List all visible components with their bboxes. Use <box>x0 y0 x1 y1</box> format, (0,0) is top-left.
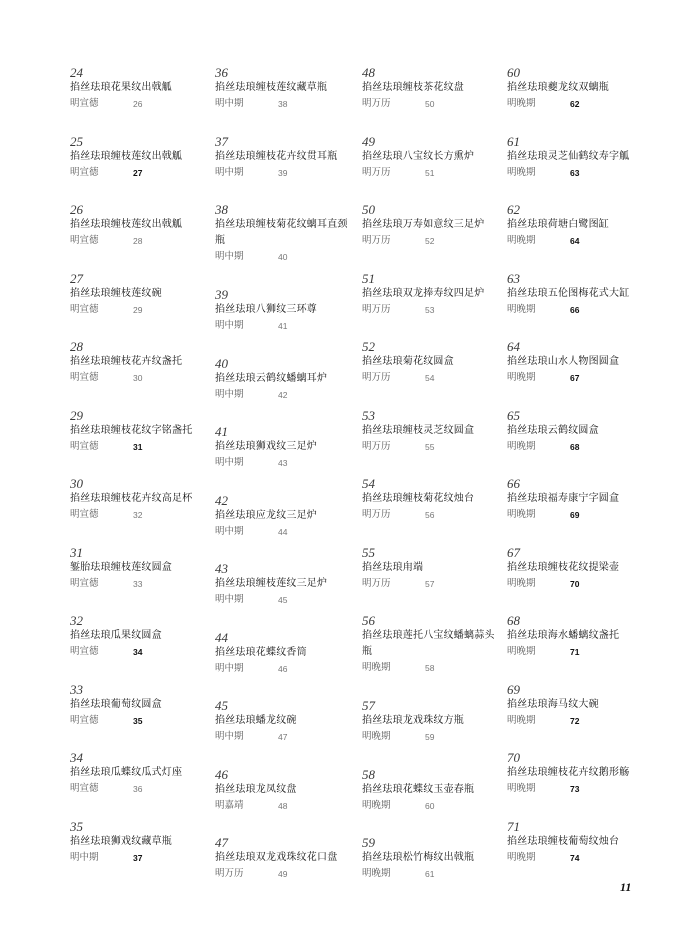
entry-period: 明晚期 <box>507 577 536 589</box>
catalog-entry <box>362 272 502 341</box>
entry-meta <box>70 507 210 523</box>
entry-title: 掐丝珐琅缠枝菊花纹螭耳直颈瓶 <box>215 219 348 246</box>
catalog-entry <box>70 614 210 683</box>
entry-number: 35 <box>70 818 83 834</box>
entry-title: 掐丝珐琅云鹤纹圆盒 <box>507 424 599 436</box>
entry-page-number: 27 <box>133 167 143 178</box>
catalog-entry <box>215 288 355 357</box>
entry-title: 掐丝珐琅应龙纹三足炉 <box>215 509 317 521</box>
entry-period: 明中期 <box>215 731 244 742</box>
entry-number: 62 <box>507 202 520 217</box>
entry-title: 掐丝珐琅缠枝花卉纹贯耳瓶 <box>215 150 338 162</box>
entry-period: 明晚期 <box>507 646 536 657</box>
entry-period: 明万历 <box>362 166 391 178</box>
catalog-entry <box>362 836 502 905</box>
entry-number: 51 <box>362 270 375 286</box>
entry-meta <box>215 387 355 403</box>
entry-number: 66 <box>507 476 520 491</box>
catalog-entry <box>70 340 210 409</box>
entry-number: 67 <box>507 544 520 560</box>
entry-meta <box>215 165 355 181</box>
catalog-entry <box>70 203 210 272</box>
entry-number: 57 <box>362 698 375 713</box>
entry-meta <box>362 798 502 814</box>
entry-meta <box>507 302 647 318</box>
entry-meta <box>507 850 647 866</box>
entry-period: 明中期 <box>215 662 244 674</box>
entry-meta <box>507 439 647 455</box>
entry-number: 47 <box>215 835 228 850</box>
entry-meta <box>507 781 647 797</box>
entry-period: 明万历 <box>362 577 391 589</box>
catalog-entry <box>215 699 355 768</box>
entry-title: 掐丝珐琅八狮纹三环尊 <box>215 304 317 315</box>
entry-title: 掐丝珐琅莲托八宝纹蟠螭蒜头瓶 <box>362 630 495 657</box>
entry-period: 明晚期 <box>507 166 536 178</box>
catalog-entry <box>215 494 355 563</box>
catalog-entry <box>507 409 647 478</box>
entry-number: 55 <box>362 544 375 560</box>
entry-page-number: 74 <box>570 852 580 863</box>
entry-number: 34 <box>70 750 83 765</box>
entry-meta <box>70 850 210 866</box>
entry-number: 37 <box>215 133 228 149</box>
entry-title: 掐丝珐琅五伦图梅花式大缸 <box>507 287 630 299</box>
entry-title: 掐丝珐琅葡萄纹圆盒 <box>70 698 162 710</box>
entry-period: 明晚期 <box>507 98 536 109</box>
entry-title: 掐丝珐琅福寿康宁字圆盒 <box>507 493 620 504</box>
entry-period: 明中期 <box>215 320 244 331</box>
catalog-entry <box>70 272 210 341</box>
entry-title: 錾胎珐琅缠枝莲纹圆盒 <box>70 561 172 573</box>
entry-number: 28 <box>70 339 83 354</box>
entry-period: 明中期 <box>215 98 244 109</box>
entry-meta <box>362 302 502 318</box>
entry-page-number: 53 <box>425 304 435 315</box>
entry-meta <box>362 165 502 181</box>
entry-title: 掐丝珐琅狮戏纹三足炉 <box>215 441 317 452</box>
entry-meta <box>362 576 502 592</box>
entry-title: 掐丝珐琅缠枝茶花纹盘 <box>362 82 464 93</box>
entry-period: 明万历 <box>362 303 391 315</box>
entry-title: 掐丝珐琅缠枝莲纹藏草瓶 <box>215 82 328 93</box>
catalog-entry <box>507 683 647 752</box>
entry-title: 掐丝珐琅龙戏珠纹方瓶 <box>362 715 464 726</box>
catalog-entry <box>362 135 502 204</box>
entry-meta <box>507 644 647 660</box>
entry-page-number: 49 <box>278 869 288 879</box>
entry-meta <box>70 302 210 318</box>
entry-period: 明晚期 <box>362 731 391 742</box>
entry-period: 明晚期 <box>362 799 391 811</box>
entry-page-number: 51 <box>425 167 435 178</box>
entry-page-number: 48 <box>278 800 288 811</box>
entry-meta <box>362 660 502 676</box>
entry-period: 明晚期 <box>507 783 536 794</box>
entry-number: 29 <box>70 407 83 423</box>
entry-meta <box>507 233 647 249</box>
entry-period: 明中期 <box>215 388 244 400</box>
entry-page-number: 59 <box>425 732 435 742</box>
entry-page-number: 50 <box>425 99 435 109</box>
entry-number: 26 <box>70 202 83 217</box>
entry-page-number: 41 <box>278 321 288 331</box>
entry-period: 明晚期 <box>507 714 536 726</box>
entry-title: 掐丝珐琅花蝶纹玉壶春瓶 <box>362 783 475 795</box>
catalog-entry <box>507 614 647 683</box>
entry-page-number: 34 <box>133 647 143 657</box>
entry-meta <box>215 661 355 677</box>
entry-meta <box>362 370 502 386</box>
entry-page-number: 37 <box>133 852 143 863</box>
entry-period: 明中期 <box>215 594 244 605</box>
entry-meta <box>362 233 502 249</box>
entry-page-number: 61 <box>425 869 435 879</box>
entry-page-number: 31 <box>133 441 143 452</box>
entry-period: 明晚期 <box>362 662 391 673</box>
catalog-entry <box>70 751 210 820</box>
entry-meta <box>70 96 210 112</box>
entry-meta <box>70 713 210 729</box>
entry-page-number: 71 <box>570 647 580 657</box>
catalog-entry <box>215 562 355 631</box>
entry-number: 49 <box>362 133 375 149</box>
entry-number: 41 <box>215 424 228 439</box>
catalog-entry <box>507 203 647 272</box>
entry-page-number: 70 <box>570 578 580 589</box>
entry-meta <box>70 781 210 797</box>
entry-page-number: 44 <box>278 526 288 537</box>
entry-title: 掐丝珐琅夔龙纹双螭瓶 <box>507 82 609 93</box>
entry-number: 32 <box>70 613 83 628</box>
entry-number: 52 <box>362 339 375 354</box>
entry-number: 53 <box>362 407 375 423</box>
entry-page-number: 33 <box>133 578 143 589</box>
entry-number: 54 <box>362 476 375 491</box>
catalog-entry <box>362 546 502 615</box>
entry-title: 掐丝珐琅缠枝葡萄纹烛台 <box>507 835 620 847</box>
entry-meta <box>215 798 355 814</box>
entry-number: 71 <box>507 818 520 834</box>
catalog-entry <box>362 66 502 135</box>
entry-title: 掐丝珐琅瓜蝶纹瓜式灯座 <box>70 767 183 778</box>
entry-title: 掐丝珐琅山水人物图圆盒 <box>507 356 620 367</box>
catalog-entry <box>362 477 502 546</box>
entry-meta <box>70 370 210 386</box>
entry-period: 明万历 <box>362 98 391 109</box>
catalog-entry <box>215 135 355 204</box>
entry-page-number: 45 <box>278 595 288 605</box>
entry-number: 40 <box>215 355 228 371</box>
entry-period: 明宣德 <box>70 235 99 246</box>
entry-meta <box>215 524 355 540</box>
catalog-entry <box>215 425 355 494</box>
entry-number: 50 <box>362 202 375 217</box>
entry-title: 掐丝珐琅缠枝莲纹三足炉 <box>215 578 328 589</box>
entry-period: 明晚期 <box>507 303 536 315</box>
entry-page-number: 57 <box>425 578 435 589</box>
entry-title: 掐丝珐琅缠枝莲纹碗 <box>70 287 162 299</box>
entry-period: 明万历 <box>362 440 391 452</box>
catalog-entry <box>507 751 647 820</box>
entry-title: 掐丝珐琅双龙捧寿纹四足炉 <box>362 287 485 299</box>
entry-page-number: 52 <box>425 236 435 246</box>
catalog-entry <box>215 631 355 700</box>
catalog-entry <box>362 203 502 272</box>
entry-period: 明嘉靖 <box>215 799 244 811</box>
entry-meta <box>70 233 210 249</box>
entry-number: 63 <box>507 270 520 286</box>
catalog-entry <box>507 340 647 409</box>
catalog-entry <box>507 272 647 341</box>
entry-meta <box>507 370 647 386</box>
entry-page-number: 69 <box>570 510 580 520</box>
entry-meta <box>362 866 502 882</box>
entry-title: 掐丝珐琅缠枝花卉纹鹅形觞 <box>507 767 630 778</box>
entry-title: 掐丝珐琅双龙戏珠纹花口盘 <box>215 852 338 863</box>
entry-number: 38 <box>215 202 228 217</box>
entry-title: 掐丝珐琅缠枝莲纹出戟觚 <box>70 219 183 230</box>
entry-meta <box>362 507 502 523</box>
entry-number: 48 <box>362 65 375 80</box>
entry-number: 25 <box>70 133 83 149</box>
entry-page-number: 47 <box>278 732 288 742</box>
entry-period: 明宣德 <box>70 714 99 726</box>
entry-title: 掐丝珐琅海水蟠螭纹盏托 <box>507 630 620 641</box>
catalog-entry <box>70 820 210 889</box>
entry-title: 掐丝珐琅缠枝花卉纹高足杯 <box>70 493 193 504</box>
entry-meta <box>215 249 355 265</box>
entry-number: 65 <box>507 407 520 423</box>
entry-page-number: 56 <box>425 510 435 520</box>
entry-meta <box>362 729 502 745</box>
entry-period: 明晚期 <box>507 509 536 520</box>
catalog-entry <box>507 66 647 135</box>
entry-period: 明宣德 <box>70 303 99 315</box>
entry-period: 明晚期 <box>507 235 536 246</box>
entry-meta <box>215 729 355 745</box>
catalog-entry <box>215 768 355 837</box>
entry-title: 掐丝珐琅荷塘白鹭图缸 <box>507 219 609 230</box>
entry-period: 明万历 <box>362 509 391 520</box>
entry-meta <box>215 455 355 471</box>
catalog-entry <box>507 477 647 546</box>
catalog-entry <box>70 135 210 204</box>
entry-number: 36 <box>215 65 228 80</box>
entry-page-number: 35 <box>133 715 143 726</box>
entry-page-number: 62 <box>570 99 580 109</box>
entry-number: 70 <box>507 750 520 765</box>
catalog-entry <box>507 820 647 889</box>
entry-period: 明晚期 <box>507 440 536 452</box>
entry-meta <box>507 713 647 729</box>
entry-period: 明晚期 <box>507 372 536 383</box>
entry-period: 明中期 <box>70 851 99 863</box>
entry-title: 掐丝珐琅花果纹出戟觚 <box>70 82 172 93</box>
entry-page-number: 42 <box>278 389 288 400</box>
entry-page-number: 60 <box>425 800 435 811</box>
entry-period: 明宣德 <box>70 440 99 452</box>
entry-number: 58 <box>362 766 375 782</box>
entry-page-number: 39 <box>278 167 288 178</box>
entry-title: 掐丝珐琅蟠龙纹碗 <box>215 715 297 726</box>
entry-page-number: 38 <box>278 99 288 109</box>
page-number: 11 <box>620 880 632 894</box>
entry-meta <box>215 866 355 882</box>
catalog-entry <box>507 135 647 204</box>
entry-title: 掐丝珐琅甪端 <box>362 561 424 573</box>
catalog-column-3 <box>362 66 502 905</box>
entry-number: 64 <box>507 339 520 354</box>
catalog-entry <box>215 203 355 288</box>
entry-number: 43 <box>215 561 228 576</box>
entry-page-number: 26 <box>133 99 143 109</box>
entry-period: 明宣德 <box>70 372 99 383</box>
entry-title: 掐丝珐琅万寿如意纹三足炉 <box>362 219 485 230</box>
entry-period: 明宣德 <box>70 646 99 657</box>
catalog-entry <box>362 768 502 837</box>
entry-number: 61 <box>507 133 520 149</box>
entry-title: 掐丝珐琅缠枝花纹字铭盏托 <box>70 424 193 436</box>
entry-meta <box>507 507 647 523</box>
entry-meta <box>70 576 210 592</box>
entry-page-number: 30 <box>133 373 143 383</box>
entry-period: 明中期 <box>215 457 244 468</box>
catalog-entry <box>215 836 355 905</box>
entry-title: 掐丝珐琅云鹤纹蟠螭耳炉 <box>215 372 328 384</box>
entry-title: 掐丝珐琅狮戏纹藏草瓶 <box>70 835 172 847</box>
entry-title: 掐丝珐琅灵芝仙鹤纹寿字觚 <box>507 150 630 162</box>
entry-period: 明中期 <box>215 251 244 262</box>
entry-page-number: 28 <box>133 236 143 246</box>
catalog-entry <box>362 340 502 409</box>
entry-page-number: 54 <box>425 373 435 383</box>
entry-title: 掐丝珐琅八宝纹长方熏炉 <box>362 150 475 162</box>
entry-title: 掐丝珐琅龙凤纹盘 <box>215 783 297 795</box>
entry-page-number: 29 <box>133 304 143 315</box>
entry-number: 69 <box>507 681 520 697</box>
entry-meta <box>362 439 502 455</box>
catalog-entry <box>70 66 210 135</box>
catalog-entry <box>362 409 502 478</box>
entry-title: 掐丝珐琅菊花纹圆盒 <box>362 356 454 367</box>
entry-period: 明万历 <box>362 372 391 383</box>
entry-title: 掐丝珐琅海马纹大碗 <box>507 698 599 710</box>
entry-number: 39 <box>215 287 228 302</box>
catalog-entry <box>70 409 210 478</box>
catalog-column-2 <box>215 66 355 905</box>
entry-meta <box>215 318 355 334</box>
catalog-entry <box>70 477 210 546</box>
entry-number: 59 <box>362 835 375 850</box>
entry-period: 明宣德 <box>70 98 99 109</box>
entry-meta <box>215 592 355 608</box>
catalog-entry <box>215 357 355 426</box>
entry-page-number: 32 <box>133 510 143 520</box>
entry-meta <box>70 165 210 181</box>
entry-meta <box>507 576 647 592</box>
entry-page-number: 55 <box>425 441 435 452</box>
entry-page-number: 58 <box>425 663 435 673</box>
entry-page-number: 64 <box>570 236 580 246</box>
entry-number: 42 <box>215 492 228 508</box>
entry-number: 31 <box>70 544 83 560</box>
entry-period: 明中期 <box>215 525 244 537</box>
entry-title: 掐丝珐琅缠枝菊花纹烛台 <box>362 493 475 504</box>
entry-title: 掐丝珐琅花蝶纹香筒 <box>215 646 307 658</box>
catalog-entry <box>362 699 502 768</box>
entry-meta <box>215 96 355 112</box>
entry-number: 56 <box>362 613 375 628</box>
entry-title: 掐丝珐琅缠枝花卉纹盏托 <box>70 356 183 367</box>
entry-number: 27 <box>70 270 83 286</box>
entry-number: 46 <box>215 766 228 782</box>
entry-number: 24 <box>70 65 83 80</box>
entry-title: 掐丝珐琅缠枝灵芝纹圆盒 <box>362 424 475 436</box>
entry-number: 60 <box>507 65 520 80</box>
entry-period: 明宣德 <box>70 509 99 520</box>
entry-page-number: 68 <box>570 441 580 452</box>
catalog-entry <box>215 66 355 135</box>
entry-page-number: 63 <box>570 167 580 178</box>
entry-period: 明晚期 <box>507 851 536 863</box>
entry-period: 明中期 <box>215 166 244 178</box>
entry-period: 明宣德 <box>70 577 99 589</box>
entry-page-number: 36 <box>133 784 143 794</box>
entry-page-number: 72 <box>570 715 580 726</box>
entry-period: 明万历 <box>362 235 391 246</box>
entry-title: 掐丝珐琅松竹梅纹出戟瓶 <box>362 852 475 863</box>
entry-page-number: 66 <box>570 304 580 315</box>
entry-period: 明宣德 <box>70 166 99 178</box>
entry-number: 33 <box>70 681 83 697</box>
entry-meta <box>507 96 647 112</box>
entry-page-number: 46 <box>278 663 288 674</box>
entry-number: 45 <box>215 698 228 713</box>
entry-page-number: 67 <box>570 373 580 383</box>
entry-page-number: 73 <box>570 784 580 794</box>
entry-title: 掐丝珐琅瓜果纹圆盒 <box>70 630 162 641</box>
catalog-column-4 <box>507 66 647 888</box>
catalog-entry <box>362 614 502 699</box>
entry-period: 明万历 <box>215 868 244 879</box>
entry-title: 掐丝珐琅缠枝莲纹出戟觚 <box>70 150 183 162</box>
catalog-column-1 <box>70 66 210 888</box>
entry-number: 68 <box>507 613 520 628</box>
entry-number: 30 <box>70 476 83 491</box>
entry-period: 明晚期 <box>362 868 391 879</box>
entry-meta <box>362 96 502 112</box>
entry-title: 掐丝珐琅缠枝花纹提梁壶 <box>507 561 620 573</box>
catalog-entry <box>70 683 210 752</box>
entry-meta <box>70 644 210 660</box>
catalog-entry <box>70 546 210 615</box>
entry-number: 44 <box>215 629 228 645</box>
catalog-entry <box>507 546 647 615</box>
entry-period: 明宣德 <box>70 783 99 794</box>
entry-page-number: 40 <box>278 252 288 262</box>
entry-meta <box>507 165 647 181</box>
entry-page-number: 43 <box>278 458 288 468</box>
entry-meta <box>70 439 210 455</box>
